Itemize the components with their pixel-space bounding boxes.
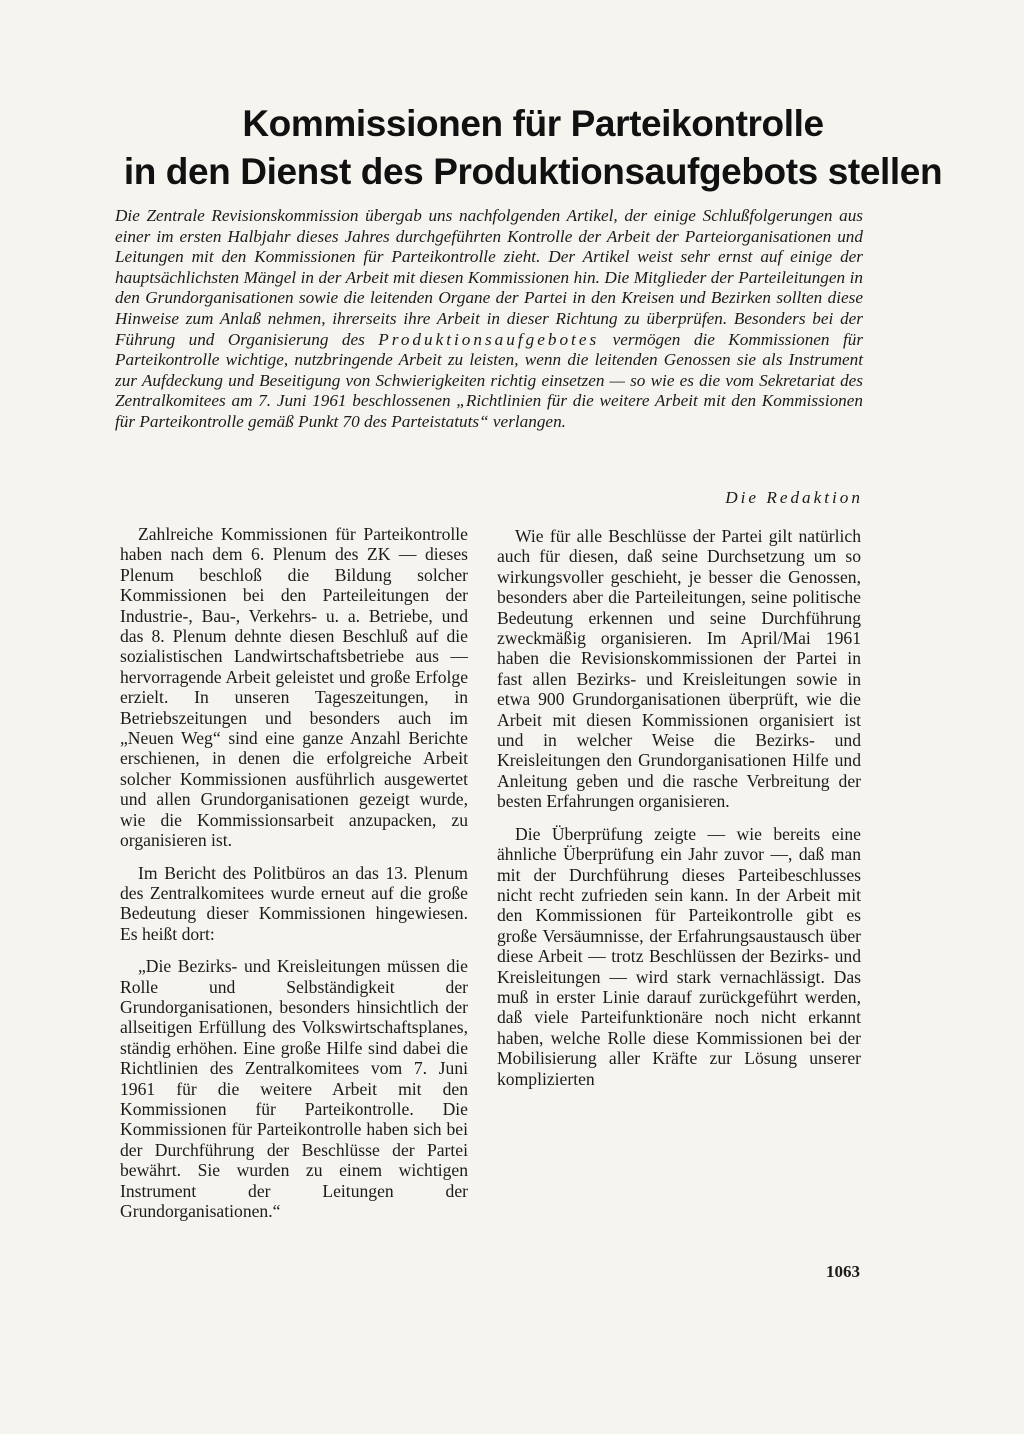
title-line-2: in den Dienst des Produktionsaufgebots stellen [123,151,943,192]
block-quote: „Die Bezirks- und Kreisleitungen müssen die Rolle und Selbständigkeit der Grundorganisationen, besonders hinsichtlich der allseitigen Erfüllung des Volkswirtschaftsplanes, ständig erhöhen. Eine große Hilfe sind dabei die Richtlinien des Zentralkomitees vom 7. Juni 1961 für die weitere Arbeit mit den Kommissionen für Parteikontrolle. Die Kommissionen für Parteikontrolle haben sich bei der Durchführung der Beschlüsse der Partei bewährt. Sie wurden zu einem wichtigen Instrument der Leitungen der Grundorganisationen.“ [120,956,468,1221]
intro-paragraph [115,206,863,433]
left-paragraph-2: Im Bericht des Politbüros an das 13. Plenum des Zentralkomitees wurde erneut auf die große Bedeutung dieser Kommissionen hingewiesen. Es heißt dort: [120,862,468,944]
article-title [100,100,966,196]
page-number: 1063 [826,1262,860,1281]
left-column [120,524,468,1221]
intro-text-2: vermögen die Kommissionen für Parteikontrolle wichtige, nutzbringende Arbeit zu leisten, wenn die leitenden Genossen sie als Instrument zur Aufdeckung und Beseitigung von Schwierigkeiten richtig einsetzen — so wie es die vom Sekretariat des Zentralkomitees am 7. Juni 1961 beschlossenen „Richtlinien für die weitere Arbeit mit den Kommissionen für Parteikontrolle gemäß Punkt 70 des Parteistatuts“ verlangen. [115,329,864,431]
left-paragraph-1: Zahlreiche Kommissionen für Parteikontrolle haben nach dem 6. Plenum des ZK — dieses Plenum beschloß die Bildung solcher Kommissionen bei den Parteileitungen der Industrie-, Bau-, Verkehrs- u. a. Betriebe, und das 8. Plenum dehnte diesen Beschluß auf die sozialistischen Landwirtschaftsbetriebe aus — hervorragende Arbeit geleistet und große Erfolge erzielt. In unseren Tageszeitungen, in Betriebszeitungen und besonders auch im „Neuen Weg“ sind eine ganze Anzahl Berichte erschienen, in denen die erfolgreiche Arbeit solcher Kommissionen ausführlich ausgewertet und allen Grundorganisationen gezeigt wurde, wie die Kommissionsarbeit anzupacken, zu organisieren ist. [120,524,468,851]
right-column [497,526,861,1089]
title-line-1: Kommissionen für Parteikontrolle [242,103,824,144]
right-paragraph-1: Wie für alle Beschlüsse der Partei gilt natürlich auch für diesen, daß seine Durchsetzung um so wirkungsvoller geschieht, je besser die Genossen, besonders aber die Parteileitungen, seine politische Bedeutung erkennen und seine Durchführung zweckmäßig organisieren. Im April/Mai 1961 haben die Revisionskommissionen der Partei in fast allen Bezirks- und Kreisleitungen sowie in etwa 900 Grundorganisationen überprüft, wie die Arbeit mit diesen Kommissionen organisiert ist und in welcher Weise die Bezirks- und Kreisleitungen den Grundorganisationen Hilfe und Anleitung geben und die rasche Verbreitung der besten Erfahrungen organisieren. [497,526,861,812]
right-paragraph-2: Die Überprüfung zeigte — wie bereits eine ähnliche Überprüfung ein Jahr zuvor —, daß man mit der Durchführung dieses Parteibeschlusses nicht recht zufrieden sein kann. In der Arbeit mit den Kommissionen für Parteikontrolle gibt es große Versäumnisse, der Erfahrungsaustausch über diese Arbeit — trotz Beschlüssen der Bezirks- und Kreisleitungen — wird stark vernachlässigt. Das muß in erster Linie darauf zurückgeführt werden, daß viele Parteifunktionäre noch nicht erkannt haben, welche Rolle diese Kommissionen bei der Mobilisierung aller Kräfte zur Lösung unserer komplizierten [497,823,861,1089]
editorial-signature: Die Redaktion [725,488,863,507]
editorial-introduction [115,206,863,433]
intro-text-1: Die Zentrale Revisionskommission übergab uns nachfolgenden Artikel, der einige Schlußfolgerungen aus einer im ersten Halbjahr dieses Jahres durchgeführten Kontrolle der Arbeit der Parteiorganisationen und Leitungen mit den Kommissionen für Parteikontrolle zieht. Der Artikel weist sehr ernst auf einige der hauptsächlichsten Mängel in der Arbeit mit diesen Kommissionen hin. Die Mitglieder der Parteileitungen in den Grundorganisationen sowie die leitenden Organe der Partei in den Kreisen und Bezirken sollten diese Hinweise zum Anlaß nehmen, ihrerseits ihre Arbeit in dieser Richtung zu überprüfen. Besonders bei der Führung und Organisierung des [115,206,863,349]
intro-spaced-word: Produktionsaufgebotes [378,329,600,349]
